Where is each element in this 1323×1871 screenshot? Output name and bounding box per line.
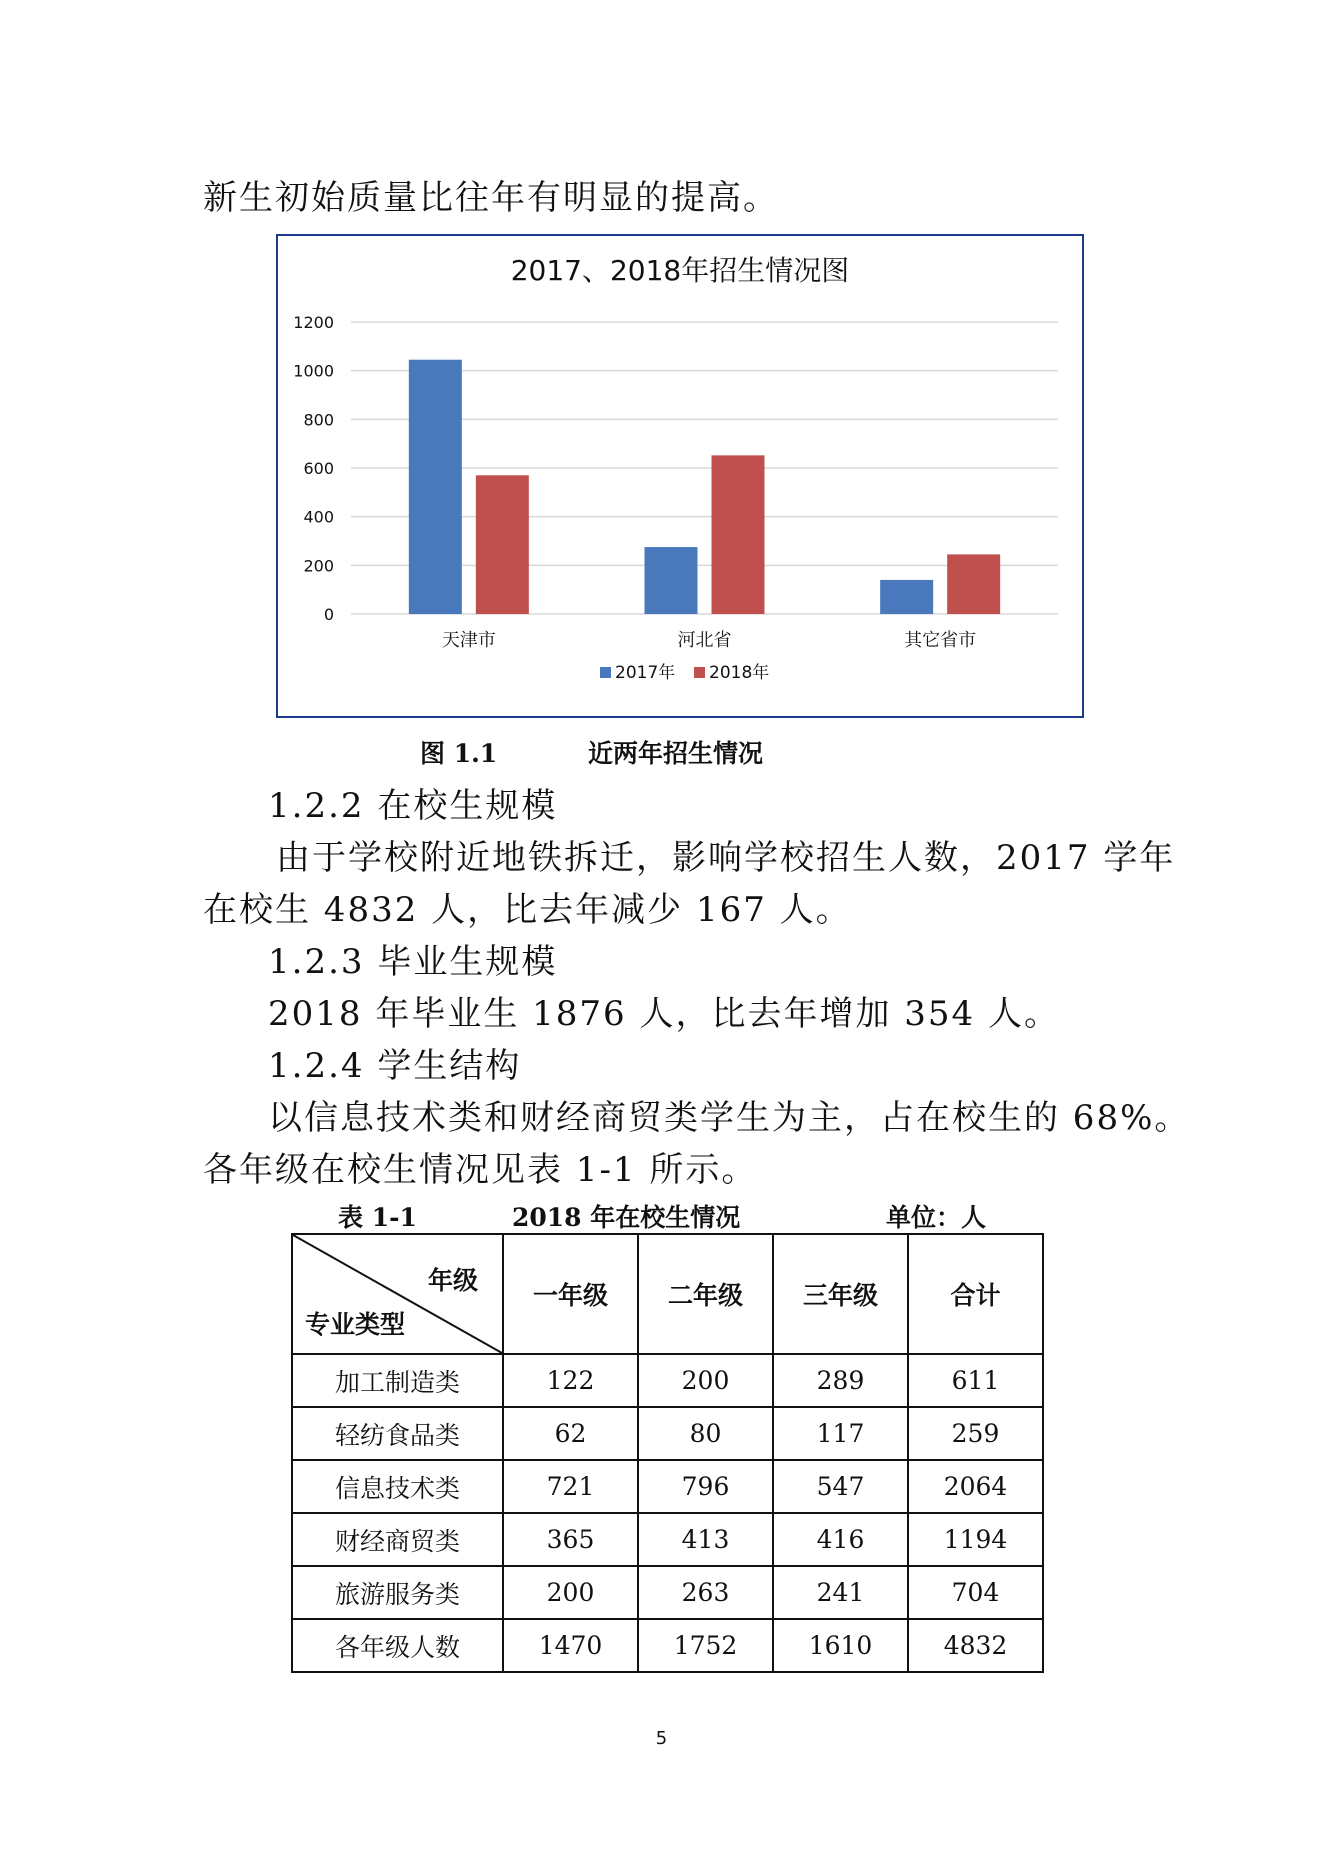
- paragraph-structure-b: 各年级在校生情况见表 1-1 所示。: [203, 1150, 758, 1190]
- x-tick-label: 其它省市: [904, 630, 977, 651]
- paragraph-enrollment-a: 由于学校附近地铁拆迁，影响学校招生人数，2017 学年: [276, 838, 1176, 878]
- legend-swatch: [600, 667, 611, 678]
- row-label: 旅游服务类: [292, 1566, 503, 1619]
- row-label: 财经商贸类: [292, 1513, 503, 1566]
- table-corner-cell: [292, 1234, 503, 1354]
- cell-value: 1470: [503, 1619, 638, 1672]
- row-label: 各年级人数: [292, 1619, 503, 1672]
- cell-value: 263: [638, 1566, 773, 1619]
- legend-swatch: [694, 667, 705, 678]
- y-tick-label: 200: [303, 556, 334, 576]
- enrollment-table: [291, 1233, 1044, 1673]
- paragraph-intro: 新生初始质量比往年有明显的提高。: [203, 178, 779, 218]
- cell-value: 80: [638, 1407, 773, 1460]
- table-caption-title: 2018 年在校生情况: [512, 1203, 741, 1232]
- cell-value: 289: [773, 1354, 908, 1407]
- table-row: [292, 1354, 1043, 1407]
- cell-value: 611: [908, 1354, 1043, 1407]
- table-unit: 单位：人: [886, 1203, 987, 1232]
- cell-value: 796: [638, 1460, 773, 1513]
- x-tick-label: 河北省: [677, 630, 732, 651]
- y-tick-label: 0: [323, 605, 334, 624]
- cell-value: 2064: [908, 1460, 1043, 1513]
- cell-value: 117: [773, 1407, 908, 1460]
- table-caption-label: 表 1-1: [338, 1203, 417, 1232]
- bar-2017-2: [880, 580, 933, 614]
- cell-value: 200: [638, 1354, 773, 1407]
- y-tick-label: 600: [303, 459, 334, 478]
- cell-value: 4832: [908, 1619, 1043, 1672]
- table-row: [292, 1407, 1043, 1460]
- cell-value: 122: [503, 1354, 638, 1407]
- row-label: 信息技术类: [292, 1460, 503, 1513]
- table-row: [292, 1619, 1043, 1672]
- row-label: 轻纺食品类: [292, 1407, 503, 1460]
- cell-value: 721: [503, 1460, 638, 1513]
- cell-value: 259: [908, 1407, 1043, 1460]
- page-number: 5: [655, 1728, 668, 1749]
- table-header-row: [292, 1234, 1043, 1354]
- y-tick-label: 800: [303, 410, 334, 430]
- row-label: 加工制造类: [292, 1354, 503, 1407]
- corner-label-grade: 年级: [427, 1266, 478, 1295]
- chart-title: 2017、2018年招生情况图: [510, 254, 850, 287]
- y-tick-label: 400: [303, 507, 334, 527]
- enrollment-chart: [276, 234, 1084, 718]
- bar-2018-0: [476, 475, 529, 614]
- legend-label: 2018年: [709, 663, 770, 683]
- header-grade-3: 三年级: [773, 1234, 908, 1354]
- cell-value: 547: [773, 1460, 908, 1513]
- figure-caption-number: 图 1.1: [420, 739, 498, 768]
- figure-caption-text: 近两年招生情况: [588, 739, 764, 768]
- corner-label-major: 专业类型: [305, 1310, 406, 1339]
- cell-value: 62: [503, 1407, 638, 1460]
- paragraph-enrollment-b: 在校生 4832 人，比去年减少 167 人。: [203, 890, 852, 930]
- cell-value: 365: [503, 1513, 638, 1566]
- table-row: [292, 1460, 1043, 1513]
- cell-value: 241: [773, 1566, 908, 1619]
- header-grade-2: 二年级: [638, 1234, 773, 1354]
- cell-value: 1194: [908, 1513, 1043, 1566]
- paragraph-graduates: 2018 年毕业生 1876 人，比去年增加 354 人。: [268, 994, 1060, 1034]
- bar-2017-1: [645, 547, 698, 614]
- y-tick-label: 1200: [293, 313, 334, 332]
- y-tick-label: 1000: [293, 361, 334, 381]
- x-tick-label: 天津市: [441, 630, 496, 651]
- header-grade-1: 一年级: [503, 1234, 638, 1354]
- header-total: 合计: [908, 1234, 1043, 1354]
- section-heading-1-2-3: 1.2.3 毕业生规模: [268, 942, 558, 982]
- table-row: [292, 1513, 1043, 1566]
- cell-value: 413: [638, 1513, 773, 1566]
- cell-value: 1752: [638, 1619, 773, 1672]
- bar-2017-0: [409, 360, 462, 614]
- section-heading-1-2-4: 1.2.4 学生结构: [268, 1046, 522, 1086]
- cell-value: 200: [503, 1566, 638, 1619]
- bar-2018-2: [947, 554, 1000, 614]
- section-heading-1-2-2: 1.2.2 在校生规模: [268, 786, 558, 826]
- table-row: [292, 1566, 1043, 1619]
- chart-canvas: [278, 236, 1082, 716]
- paragraph-structure-a: 以信息技术类和财经商贸类学生为主，占在校生的 68%。: [268, 1098, 1191, 1138]
- cell-value: 1610: [773, 1619, 908, 1672]
- bar-2018-1: [712, 455, 765, 614]
- cell-value: 416: [773, 1513, 908, 1566]
- cell-value: 704: [908, 1566, 1043, 1619]
- legend-label: 2017年: [615, 663, 676, 683]
